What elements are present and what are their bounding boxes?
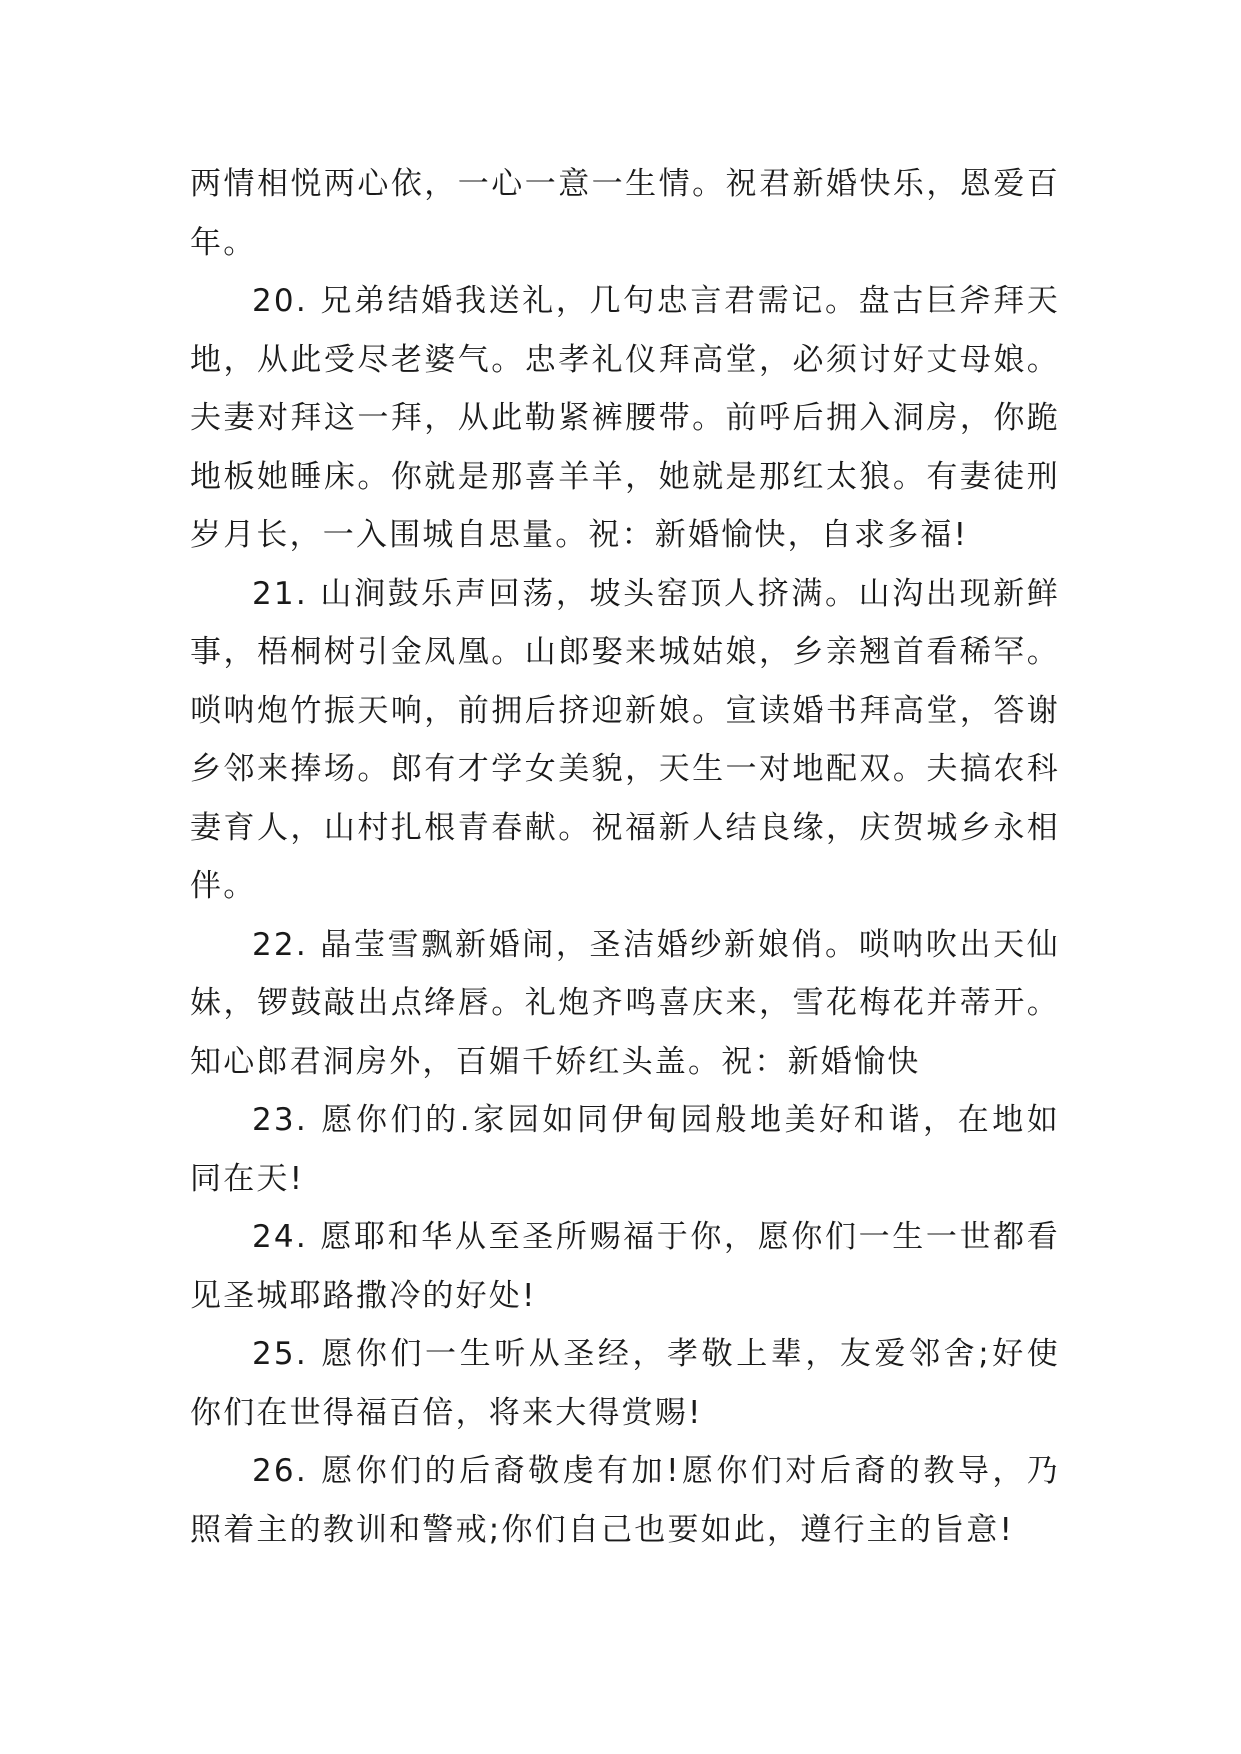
paragraph: 两情相悦两心依，一心一意一生情。祝君新婚快乐，恩爱百年。 <box>190 166 1060 261</box>
paragraph: 21. 山涧鼓乐声回荡，坡头窑顶人挤满。山沟出现新鲜事，梧桐树引金凤凰。山郎娶来城姑娘，乡亲翘首看稀罕。唢呐炮竹振天响，前拥后挤迎新娘。宣读婚书拜高堂，答谢乡邻来捧场。郎有才学女美貌，天生一对地配双。夫搞农科妻育人，山村扎根青春献。祝福新人结良缘，庆贺城乡永相伴。 <box>190 575 1060 904</box>
paragraph: 26. 愿你们的后裔敬虔有加!愿你们对后裔的教导，乃照着主的教训和警戒;你们自己也要如此，遵行主的旨意! <box>190 1453 1060 1548</box>
paragraph: 20. 兄弟结婚我送礼，几句忠言君需记。盘古巨斧拜天地，从此受尽老婆气。忠孝礼仪拜高堂，必须讨好丈母娘。夫妻对拜这一拜，从此勒紧裤腰带。前呼后拥入洞房，你跪地板她睡床。你就是那喜羊羊，她就是那红太狼。有妻徒刑岁月长，一入围城自思量。祝：新婚愉快，自求多福! <box>190 283 1060 553</box>
paragraph: 24. 愿耶和华从至圣所赐福于你，愿你们一生一世都看见圣城耶路撒冷的好处! <box>190 1219 1060 1314</box>
paragraph: 22. 晶莹雪飘新婚闹，圣洁婚纱新娘俏。唢呐吹出天仙妹，锣鼓敲出点绛唇。礼炮齐鸣喜庆来，雪花梅花并蒂开。知心郎君洞房外，百媚千娇红头盖。祝：新婚愉快 <box>190 926 1060 1080</box>
paragraph: 25. 愿你们一生听从圣经，孝敬上辈，友爱邻舍;好使你们在世得福百倍，将来大得赏赐! <box>190 1336 1060 1431</box>
document-body <box>190 155 1060 1559</box>
paragraph: 23. 愿你们的.家园如同伊甸园般地美好和谐，在地如同在天! <box>190 1102 1060 1197</box>
